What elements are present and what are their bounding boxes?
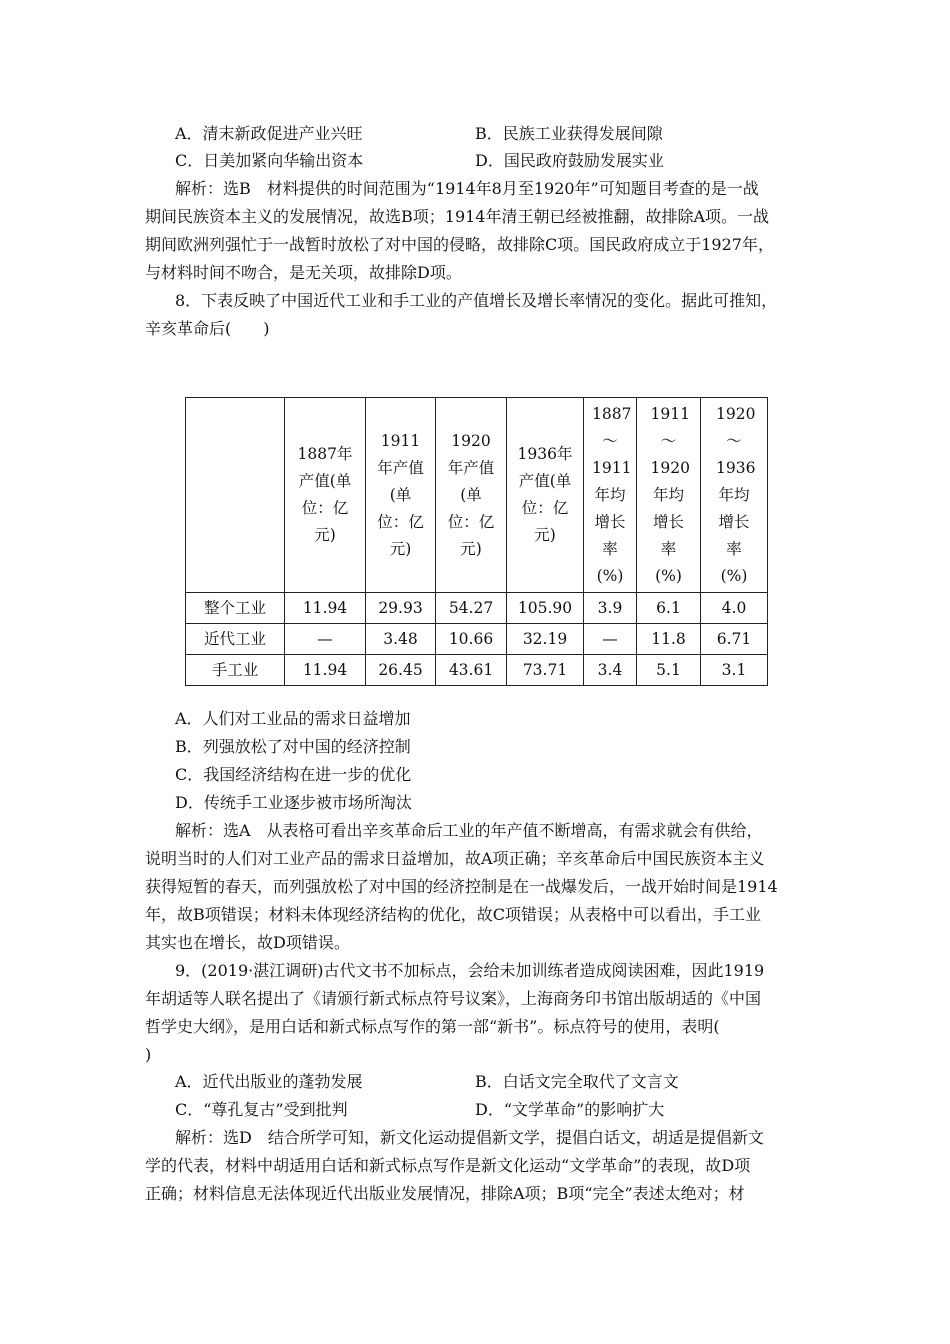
table-cell: 43.61 bbox=[436, 655, 507, 686]
q8-option-a: A．人们对工业品的需求日益增加 bbox=[175, 709, 411, 728]
table-header-cell: 1911年产值(单位：亿元) bbox=[366, 398, 436, 593]
table-cell: 29.93 bbox=[366, 593, 436, 624]
table-cell: 105.90 bbox=[507, 593, 584, 624]
table-cell: 3.4 bbox=[584, 655, 637, 686]
q8-option-d: D．传统手工业逐步被市场所淘汰 bbox=[175, 793, 412, 812]
q9-stem-line: 年胡适等人联名提出了《请颁行新式标点符号议案》，上海商务印书馆出版胡适的《中国 bbox=[145, 989, 762, 1008]
q7-analysis-line: 期间民族资本主义的发展情况，故选B项；1914年清王朝已经被推翻，故排除A项。一战 bbox=[145, 207, 770, 226]
q8-option-b: B．列强放松了对中国的经济控制 bbox=[175, 737, 411, 756]
table-header-cell: 1936年产值(单位：亿元) bbox=[507, 398, 584, 593]
table-row bbox=[186, 624, 768, 655]
table-cell: 54.27 bbox=[436, 593, 507, 624]
table-cell: 3.9 bbox=[584, 593, 637, 624]
table-header-cell: 1920～1936年均增长率(%) bbox=[701, 398, 768, 593]
q9-stem-line: 哲学史大纲》，是用白话和新式标点写作的第一部“新书”。标点符号的使用，表明( bbox=[145, 1017, 720, 1036]
table-cell: 手工业 bbox=[186, 655, 285, 686]
table-header-cell: 1911～1920年均增长率(%) bbox=[637, 398, 701, 593]
table-cell: 32.19 bbox=[507, 624, 584, 655]
table-cell: 5.1 bbox=[637, 655, 701, 686]
q9-option-a: A．近代出版业的蓬勃发展 bbox=[175, 1072, 363, 1091]
table-header-cell: 1920年产值(单位：亿元) bbox=[436, 398, 507, 593]
q9-analysis-line: 学的代表，材料中胡适用白话和新式标点写作是新文化运动“文学革命”的表现，故D项 bbox=[145, 1156, 751, 1175]
table-cell: 10.66 bbox=[436, 624, 507, 655]
q9-analysis-line: 解析：选D 结合所学可知，新文化运动提倡新文学，提倡白话文，胡适是提倡新文 bbox=[175, 1128, 764, 1147]
q9-stem-line: ) bbox=[145, 1045, 152, 1064]
q8-analysis-line: 其实也在增长，故D项错误。 bbox=[145, 933, 350, 952]
table-cell: 整个工业 bbox=[186, 593, 285, 624]
table-cell: 26.45 bbox=[366, 655, 436, 686]
q7-option-b: B．民族工业获得发展间隙 bbox=[475, 124, 663, 143]
q8-stem-line: 8．下表反映了中国近代工业和手工业的产值增长及增长率情况的变化。据此可推知， bbox=[175, 291, 778, 310]
table-header-row bbox=[186, 398, 768, 593]
q7-option-a: A．清末新政促进产业兴旺 bbox=[175, 124, 363, 143]
table-header-cell: 1887～1911年均增长率(%) bbox=[584, 398, 637, 593]
table-cell: 3.1 bbox=[701, 655, 768, 686]
table-cell: 73.71 bbox=[507, 655, 584, 686]
table-cell: 6.71 bbox=[701, 624, 768, 655]
q9-stem-line: 9．(2019·湛江调研)古代文书不加标点，会给未加训练者造成阅读困难，因此1919 bbox=[175, 961, 765, 980]
table-cell: — bbox=[584, 624, 637, 655]
table-cell: 11.94 bbox=[285, 655, 366, 686]
q9-option-d: D．“文学革命”的影响扩大 bbox=[475, 1100, 665, 1119]
q7-analysis-line: 解析：选B 材料提供的时间范围为“1914年8月至1920年”可知题目考查的是一战 bbox=[175, 179, 759, 198]
table-row bbox=[186, 655, 768, 686]
table-cell: 6.1 bbox=[637, 593, 701, 624]
industry-output-table bbox=[185, 397, 768, 686]
q7-analysis-line: 期间欧洲列强忙于一战暂时放松了对中国的侵略，故排除C项。国民政府成立于1927年， bbox=[145, 235, 774, 254]
q9-analysis-line: 正确；材料信息无法体现近代出版业发展情况，排除A项；B项“完全”表述太绝对；材 bbox=[145, 1184, 745, 1203]
q7-option-c: C．日美加紧向华输出资本 bbox=[175, 151, 364, 170]
table-cell: 3.48 bbox=[366, 624, 436, 655]
q8-analysis-line: 获得短暂的春天，而列强放松了对中国的经济控制是在一战爆发后，一战开始时间是1914 bbox=[145, 877, 778, 896]
table-row bbox=[186, 593, 768, 624]
table-cell: 11.94 bbox=[285, 593, 366, 624]
q7-option-d: D．国民政府鼓励发展实业 bbox=[475, 151, 664, 170]
q8-analysis-line: 解析：选A 从表格可看出辛亥革命后工业的年产值不断增高，有需求就会有供给， bbox=[175, 821, 763, 840]
table-cell: 近代工业 bbox=[186, 624, 285, 655]
q7-analysis-line: 与材料时间不吻合，是无关项，故排除D项。 bbox=[145, 263, 462, 282]
table-header-cell bbox=[186, 398, 285, 593]
table-cell: 4.0 bbox=[701, 593, 768, 624]
q8-option-c: C．我国经济结构在进一步的优化 bbox=[175, 765, 412, 784]
q8-analysis-line: 年，故B项错误；材料未体现经济结构的优化，故C项错误；从表格中可以看出，手工业 bbox=[145, 905, 762, 924]
q9-option-b: B．白话文完全取代了文言文 bbox=[475, 1072, 679, 1091]
q9-option-c: C．“尊孔复古”受到批判 bbox=[175, 1100, 348, 1119]
table-cell: — bbox=[285, 624, 366, 655]
table-cell: 11.8 bbox=[637, 624, 701, 655]
table-header-cell: 1887年产值(单位：亿元) bbox=[285, 398, 366, 593]
q8-analysis-line: 说明当时的人们对工业产品的需求日益增加，故A项正确；辛亥革命后中国民族资本主义 bbox=[145, 849, 765, 868]
q8-stem-line: 辛亥革命后( ) bbox=[145, 319, 270, 338]
